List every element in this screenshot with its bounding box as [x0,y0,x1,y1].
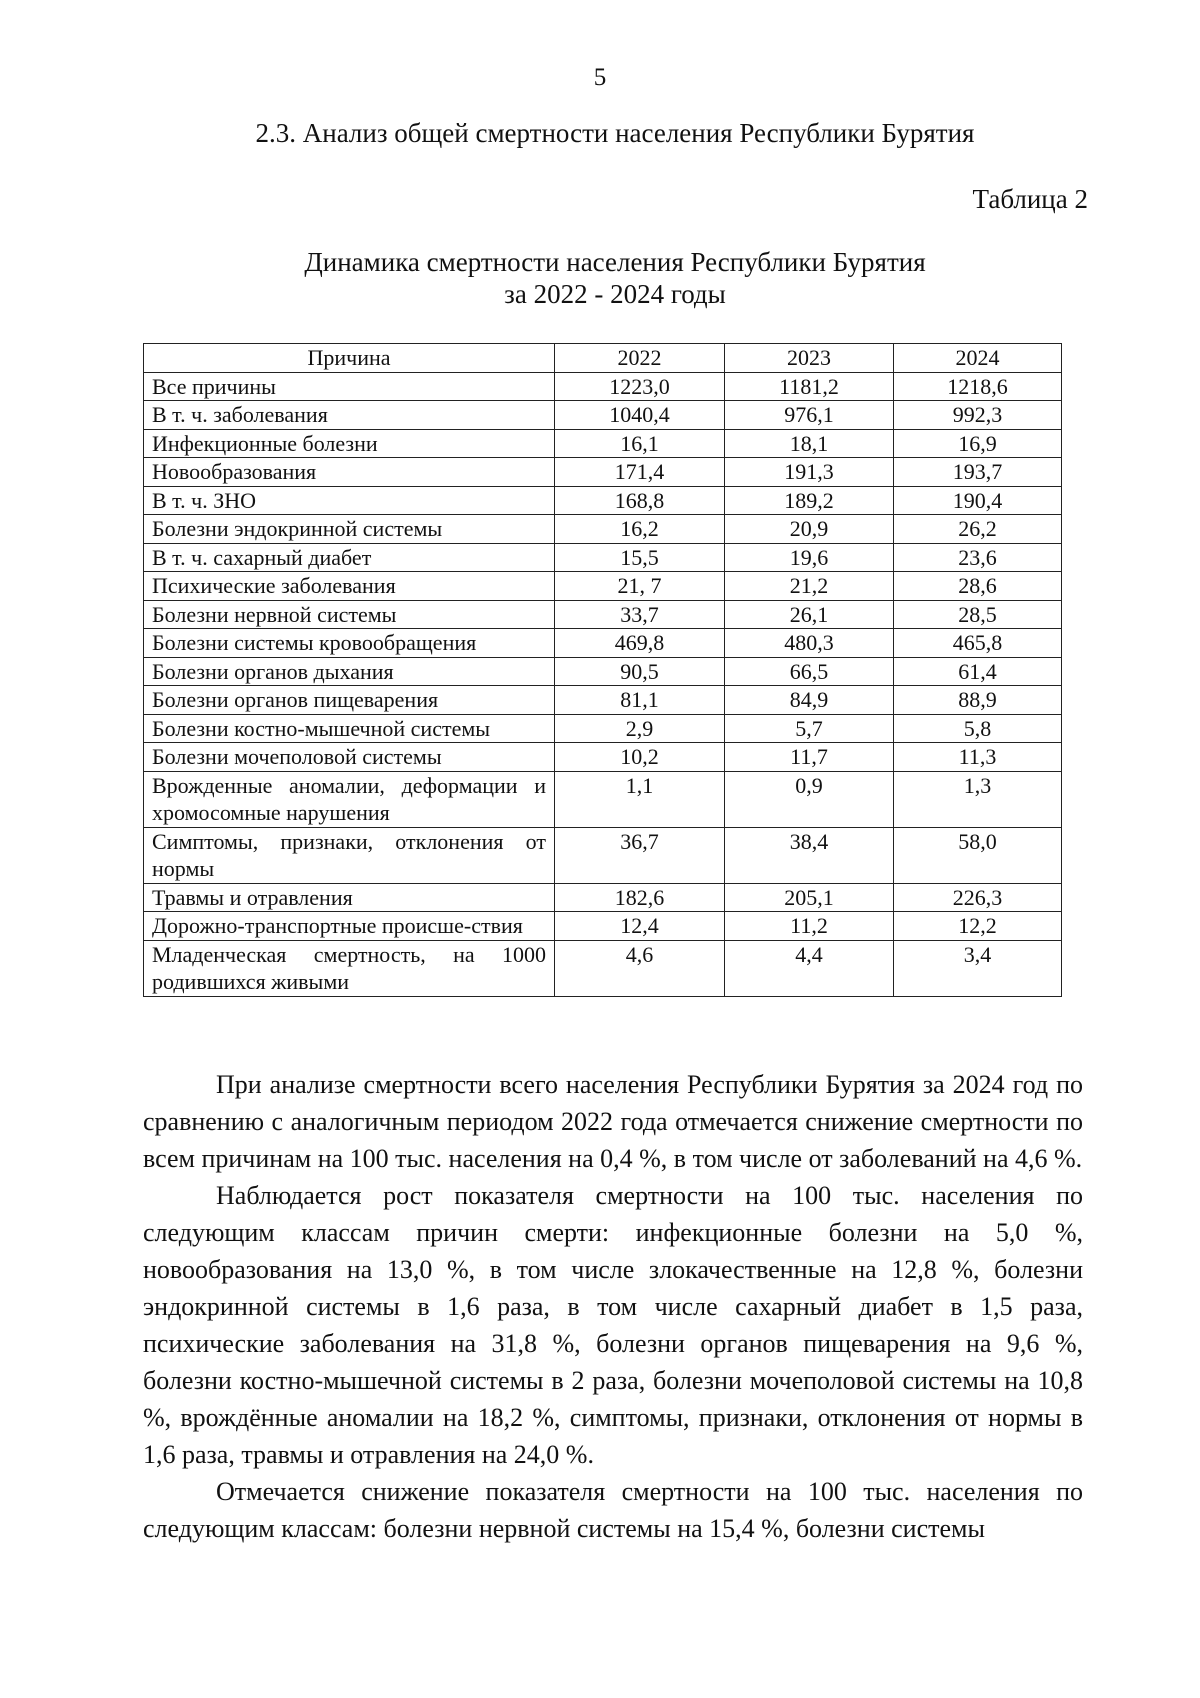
value-cell-2023: 11,7 [725,743,894,772]
header-2023: 2023 [725,344,894,373]
value-cell-2024: 465,8 [894,629,1062,658]
cause-cell: Болезни нервной системы [144,600,555,629]
value-cell-2023: 191,3 [725,458,894,487]
page-number: 5 [593,64,607,91]
cause-cell: Травмы и отравления [144,883,555,912]
header-2024: 2024 [894,344,1062,373]
mortality-table [143,343,1062,997]
cause-cell: В т. ч. заболевания [144,401,555,430]
cause-cell: Симптомы, признаки, отклонения от нормы [144,827,555,883]
paragraph: Отмечается снижение показателя смертности на 100 тыс. населения по следующим классам: болезни нервной системы на 15,4 %, болезни системы [143,1477,1083,1543]
value-cell-2023: 19,6 [725,543,894,572]
table-row [144,743,1062,772]
table-row [144,429,1062,458]
value-cell-2023: 1181,2 [725,372,894,401]
cause-cell: Болезни мочеполовой системы [144,743,555,772]
table-row [144,827,1062,883]
table-row [144,912,1062,941]
value-cell-2023: 18,1 [725,429,894,458]
value-cell-2022: 4,6 [555,940,725,996]
table-header-row [144,344,1062,373]
value-cell-2022: 36,7 [555,827,725,883]
value-cell-2023: 189,2 [725,486,894,515]
table-row [144,714,1062,743]
value-cell-2023: 205,1 [725,883,894,912]
value-cell-2024: 1,3 [894,771,1062,827]
table-row [144,515,1062,544]
value-cell-2022: 469,8 [555,629,725,658]
table-row [144,629,1062,658]
value-cell-2023: 480,3 [725,629,894,658]
paragraph: При анализе смертности всего населения Республики Бурятия за 2024 год по сравнению с аналогичным периодом 2022 года отмечается снижение смертности по всем причинам на 100 тыс. населения на 0,4 %, в том числе от заболеваний на 4,6 %. [143,1070,1083,1173]
cause-cell: Болезни эндокринной системы [144,515,555,544]
value-cell-2023: 26,1 [725,600,894,629]
cause-cell: Болезни костно-мышечной системы [144,714,555,743]
header-cause: Причина [144,344,555,373]
value-cell-2024: 28,6 [894,572,1062,601]
value-cell-2023: 84,9 [725,686,894,715]
value-cell-2022: 1040,4 [555,401,725,430]
table-row [144,771,1062,827]
cause-cell: В т. ч. сахарный диабет [144,543,555,572]
value-cell-2023: 4,4 [725,940,894,996]
table-row [144,686,1062,715]
table-row [144,458,1062,487]
value-cell-2024: 88,9 [894,686,1062,715]
table-label: Таблица 2 [972,184,1088,214]
value-cell-2022: 171,4 [555,458,725,487]
value-cell-2024: 5,8 [894,714,1062,743]
value-cell-2023: 21,2 [725,572,894,601]
value-cell-2022: 90,5 [555,657,725,686]
value-cell-2022: 1223,0 [555,372,725,401]
value-cell-2023: 976,1 [725,401,894,430]
cause-cell: Новообразования [144,458,555,487]
value-cell-2024: 193,7 [894,458,1062,487]
body-text [143,1066,1083,1547]
value-cell-2022: 182,6 [555,883,725,912]
table-row [144,401,1062,430]
value-cell-2024: 190,4 [894,486,1062,515]
value-cell-2024: 3,4 [894,940,1062,996]
value-cell-2024: 992,3 [894,401,1062,430]
value-cell-2023: 38,4 [725,827,894,883]
paragraph: Наблюдается рост показателя смертности на 100 тыс. населения по следующим классам причин смерти: инфекционные болезни на 5,0 %, новообразования на 13,0 %, в том числе злокачественные на 12,8 %, болезни эндокринной системы в 1,6 раза, в том числе сахарный диабет в 1,5 раза, психические заболевания на 31,8 %, болезни органов пищеварения на 9,6 %, болезни костно-мышечной системы в 2 раза, болезни мочеполовой системы на 10,8 %, врождённые аномалии на 18,2 %, симптомы, признаки, отклонения от нормы в 1,6 раза, травмы и отравления на 24,0 %. [143,1181,1083,1469]
value-cell-2024: 58,0 [894,827,1062,883]
cause-cell: Болезни органов пищеварения [144,686,555,715]
value-cell-2023: 20,9 [725,515,894,544]
value-cell-2024: 1218,6 [894,372,1062,401]
table-row [144,543,1062,572]
table-caption [0,246,1200,310]
value-cell-2022: 21, 7 [555,572,725,601]
cause-cell: Младенческая смертность, на 1000 родившихся живыми [144,940,555,996]
caption-line-2: за 2022 - 2024 годы [504,279,726,309]
value-cell-2022: 81,1 [555,686,725,715]
table-row [144,883,1062,912]
caption-line-1: Динамика смертности населения Республики Бурятия [304,247,926,277]
cause-cell: В т. ч. ЗНО [144,486,555,515]
value-cell-2022: 33,7 [555,600,725,629]
table-row [144,657,1062,686]
value-cell-2024: 11,3 [894,743,1062,772]
value-cell-2024: 61,4 [894,657,1062,686]
value-cell-2022: 16,2 [555,515,725,544]
table-row [144,486,1062,515]
value-cell-2022: 2,9 [555,714,725,743]
table-body [144,372,1062,996]
cause-cell: Психические заболевания [144,572,555,601]
value-cell-2024: 23,6 [894,543,1062,572]
cause-cell: Врожденные аномалии, деформации и хромосомные нарушения [144,771,555,827]
value-cell-2023: 66,5 [725,657,894,686]
cause-cell: Болезни системы кровообращения [144,629,555,658]
value-cell-2024: 26,2 [894,515,1062,544]
table-row [144,372,1062,401]
header-2022: 2022 [555,344,725,373]
value-cell-2022: 16,1 [555,429,725,458]
table-row [144,940,1062,996]
cause-cell: Болезни органов дыхания [144,657,555,686]
value-cell-2023: 0,9 [725,771,894,827]
cause-cell: Инфекционные болезни [144,429,555,458]
table-row [144,600,1062,629]
table-row [144,572,1062,601]
value-cell-2023: 5,7 [725,714,894,743]
value-cell-2022: 168,8 [555,486,725,515]
value-cell-2022: 10,2 [555,743,725,772]
value-cell-2022: 12,4 [555,912,725,941]
section-title: 2.3. Анализ общей смертности населения Республики Бурятия [255,118,975,148]
value-cell-2022: 15,5 [555,543,725,572]
value-cell-2024: 28,5 [894,600,1062,629]
cause-cell: Дорожно-транспортные происше-ствия [144,912,555,941]
value-cell-2024: 16,9 [894,429,1062,458]
value-cell-2024: 12,2 [894,912,1062,941]
value-cell-2024: 226,3 [894,883,1062,912]
value-cell-2023: 11,2 [725,912,894,941]
cause-cell: Все причины [144,372,555,401]
value-cell-2022: 1,1 [555,771,725,827]
